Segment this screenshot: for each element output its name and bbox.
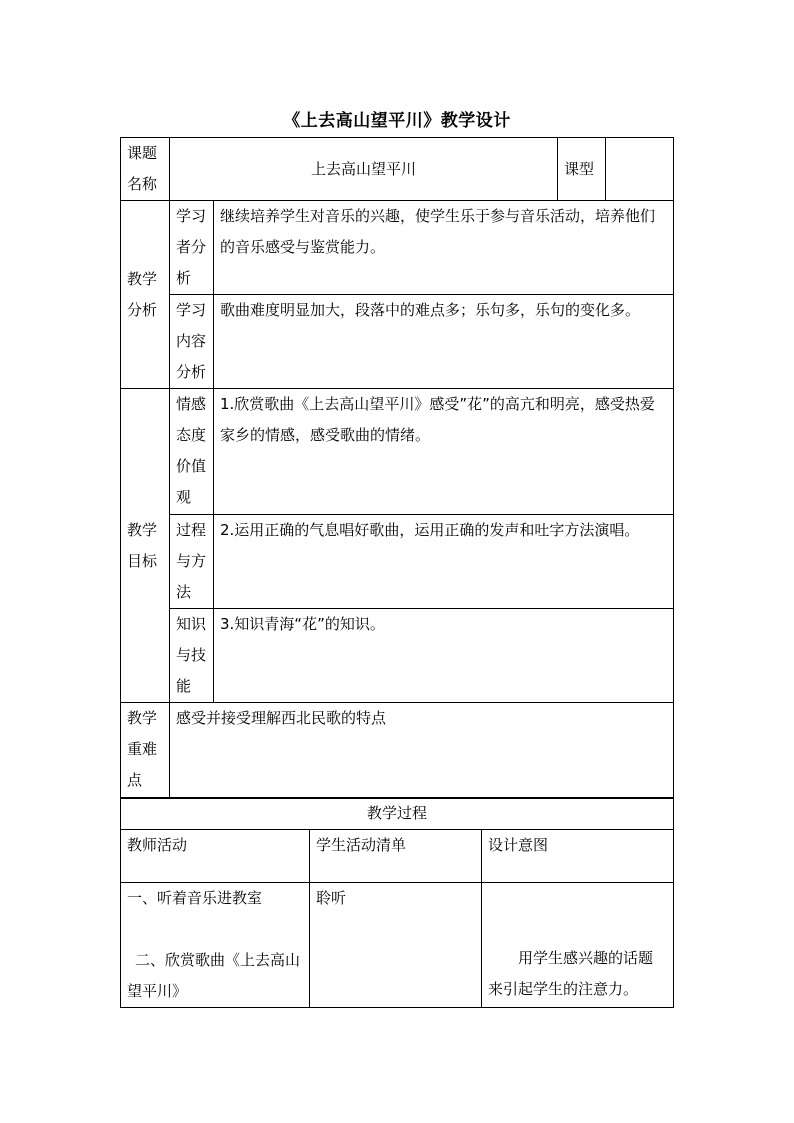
topic-label: 课题名称 bbox=[121, 138, 170, 201]
student-step: 聆听 bbox=[316, 889, 347, 907]
process-header-row bbox=[121, 798, 674, 830]
objective-row bbox=[121, 609, 674, 703]
analysis-row bbox=[121, 295, 674, 389]
design-intent-text: 用学生感兴趣的话题来引起学生的注意力。 bbox=[488, 949, 654, 998]
objective-attitude-text: 1.欣赏歌曲《上去高山望平川》感受”花”的高亢和明亮，感受热爱家乡的情感，感受歌曲的情绪。 bbox=[214, 389, 674, 515]
objectives-label: 教学目标 bbox=[121, 389, 170, 703]
learner-analysis-text: 继续培养学生对音乐的兴趣，使学生乐于参与音乐活动，培养他们的音乐感受与鉴赏能力。 bbox=[214, 201, 674, 295]
teacher-step: 一、听着音乐进教室 bbox=[127, 889, 263, 907]
content-analysis-label: 学习内容分析 bbox=[170, 295, 214, 389]
objective-skill-label: 知识与技能 bbox=[170, 609, 214, 703]
objective-row bbox=[121, 389, 674, 515]
teacher-step: 二、欣赏歌曲《上去高山望平川》 bbox=[127, 951, 301, 1000]
objective-row bbox=[121, 515, 674, 609]
learner-analysis-label: 学习者分析 bbox=[170, 201, 214, 295]
content-analysis-text: 歌曲难度明显加大，段落中的难点多；乐句多，乐句的变化多。 bbox=[214, 295, 674, 389]
teaching-process-table bbox=[120, 797, 674, 1008]
analysis-label: 教学分析 bbox=[121, 201, 170, 389]
key-points-label: 教学重难点 bbox=[121, 703, 170, 799]
key-points-row bbox=[121, 703, 674, 799]
teacher-activities bbox=[121, 883, 310, 1008]
lesson-type-label: 课型 bbox=[558, 138, 606, 201]
process-columns-row bbox=[121, 830, 674, 883]
topic-value: 上去高山望平川 bbox=[170, 138, 558, 201]
topic-row bbox=[121, 138, 674, 201]
objective-process-label: 过程与方法 bbox=[170, 515, 214, 609]
key-points-text: 感受并接受理解西北民歌的特点 bbox=[170, 703, 674, 799]
process-header: 教学过程 bbox=[121, 798, 674, 830]
lesson-type-value bbox=[606, 138, 674, 201]
student-activities bbox=[310, 883, 482, 1008]
design-intent bbox=[482, 883, 674, 1008]
column-intent: 设计意图 bbox=[482, 830, 674, 883]
column-teacher: 教师活动 bbox=[121, 830, 310, 883]
process-row bbox=[121, 883, 674, 1008]
objective-skill-text: 3.知识青海“花”的知识。 bbox=[214, 609, 674, 703]
objective-attitude-label: 情感态度价值观 bbox=[170, 389, 214, 515]
objective-process-text: 2.运用正确的气息唱好歌曲，运用正确的发声和吐字方法演唱。 bbox=[214, 515, 674, 609]
column-student: 学生活动清单 bbox=[310, 830, 482, 883]
lesson-info-table bbox=[120, 137, 674, 799]
analysis-row bbox=[121, 201, 674, 295]
document-title: 《上去高山望平川》教学设计 bbox=[283, 111, 511, 131]
